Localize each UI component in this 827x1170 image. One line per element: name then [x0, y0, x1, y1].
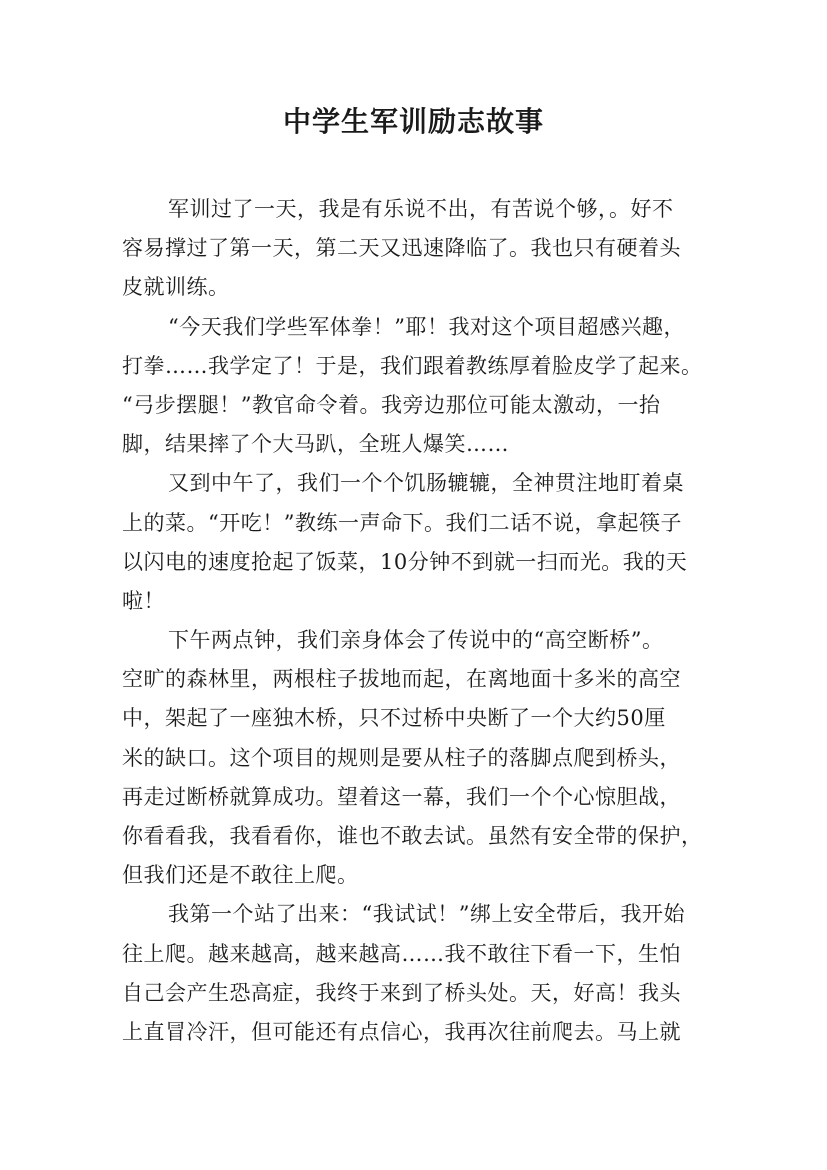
text-line: 皮就训练。 — [122, 275, 230, 300]
text-line: 往上爬。越来越高，越来越高……我不敢往下看一下，生怕 — [122, 941, 681, 966]
text-line: 啦！ — [122, 588, 165, 613]
article-body — [122, 190, 732, 1052]
text-line: 脚，结果摔了个大马趴，全班人爆笑…… — [122, 432, 509, 457]
text-line: 以闪电的速度抢起了饭菜，10分钟不到就一扫而光。我的天 — [122, 549, 688, 574]
text-line: 再走过断桥就算成功。望着这一幕，我们一个个心惊胆战， — [122, 784, 681, 809]
text-line: 空旷的森林里，两根柱子拔地而起，在离地面十多米的高空 — [122, 667, 681, 692]
page-title: 中学生军训励志故事 — [282, 105, 544, 138]
text-line-paragraph-start: 又到中午了，我们一个个饥肠辘辘，全神贯注地盯着桌 — [168, 471, 684, 496]
text-line-paragraph-start: “今天我们学些军体拳！”耶！我对这个项目超感兴趣， — [168, 314, 685, 339]
text-line: 米的缺口。这个项目的规则是要从柱子的落脚点爬到桥头， — [122, 745, 681, 770]
text-line-paragraph-start: 下午两点钟，我们亲身体会了传说中的“高空断桥”。 — [168, 628, 664, 653]
text-line-paragraph-start: 我第一个站了出来：“我试试！”绑上安全带后，我开始 — [168, 902, 685, 927]
text-line: “弓步摆腿！”教官命令着。我旁边那位可能太激动，一抬 — [122, 392, 661, 417]
text-line: 中，架起了一座独木桥，只不过桥中央断了一个大约50厘 — [122, 706, 666, 731]
text-line: 但我们还是不敢往上爬。 — [122, 863, 359, 888]
text-line: 容易撑过了第一天，第二天又迅速降临了。我也只有硬着头 — [122, 236, 681, 261]
text-line-paragraph-start: 军训过了一天，我是有乐说不出，有苦说个够，。好不 — [168, 197, 674, 221]
text-line: 上的菜。“开吃！”教练一声命下。我们二话不说，拿起筷子 — [122, 510, 682, 535]
text-line: 上直冒冷汗，但可能还有点信心，我再次往前爬去。马上就 — [122, 1019, 681, 1044]
text-line: 你看看我，我看看你，谁也不敢去试。虽然有安全带的保护， — [122, 824, 703, 848]
text-line: 打拳……我学定了！于是，我们跟着教练厚着脸皮学了起来。 — [122, 353, 703, 378]
text-line: 自己会产生恐高症，我终于来到了桥头处。天，好高！我头 — [122, 980, 681, 1005]
